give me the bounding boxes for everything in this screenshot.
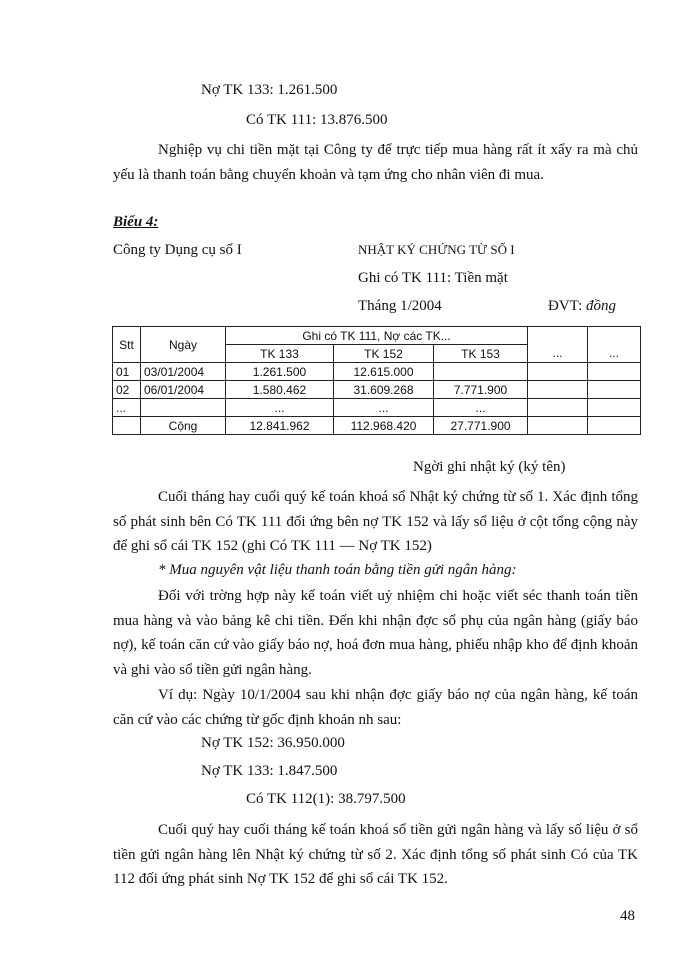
table-cell: 7.771.900 (434, 381, 528, 399)
table-cell: 01 (113, 363, 141, 381)
entry-co-tk112: Có TK 112(1): 38.797.500 (246, 791, 406, 807)
table-cell (528, 417, 588, 435)
table-cell (588, 417, 641, 435)
table-cell: 02 (113, 381, 141, 399)
dvt-value: đồng (586, 298, 616, 314)
table-row (113, 399, 641, 417)
table-cell: 112.968.420 (334, 417, 434, 435)
paragraph-bank: Đối với trờng hợp này kế toán viết uỷ nhiệm chi hoặc viết séc thanh toán tiền mua hàng và vào bảng kê chi tiền. Đến khi nhận đợc sổ phụ của ngân hàng (giấy báo nợ), kế toán căn cứ vào giấy báo nợ, hoá đơn mua hàng, phiếu nhập kho để định khoản và ghi vào sổ tiền gửi ngân hàng. (113, 588, 638, 678)
table-cell: 1.580.462 (226, 381, 334, 399)
page-number: 48 (620, 908, 635, 924)
header-ngay: Ngày (141, 327, 226, 363)
entry-co-tk111: Có TK 111: 13.876.500 (246, 112, 388, 128)
entry-no-tk133-b: Nợ TK 133: 1.847.500 (201, 763, 338, 779)
entry-no-tk152: Nợ TK 152: 36.950.000 (201, 735, 345, 751)
paragraph-month-end: Cuối tháng hay cuối quý kế toán khoá sổ Nhật ký chứng từ số 1. Xác định tổng số phát sinh bên Có TK 111 đối ứng bên nợ TK 152 và lấy số liệu ở cột tổng cộng này để ghi sổ cái TK 152 (ghi Có TK 111 — Nợ TK 152) (113, 489, 638, 554)
header-blank-2 (588, 327, 641, 345)
company-name: Công ty Dụng cụ số I (113, 242, 242, 258)
bieu-label: Biểu 4: (113, 214, 159, 230)
table-cell (588, 399, 641, 417)
table-cell (434, 363, 528, 381)
journal-month: Tháng 1/2004 (358, 298, 442, 314)
table-cell: ... (226, 399, 334, 417)
table-cell: 1.261.500 (226, 363, 334, 381)
paragraph-example: Ví dụ: Ngày 10/1/2004 sau khi nhận đợc giấy báo nợ của ngân hàng, kế toán căn cứ vào các chứng từ gốc định khoản nh sau: (113, 687, 638, 728)
table-header-row (113, 327, 641, 345)
table-cell: ... (434, 399, 528, 417)
dvt-unit (548, 296, 616, 316)
table-cell: Cộng (141, 417, 226, 435)
table-row (113, 381, 641, 399)
table-cell: 12.841.962 (226, 417, 334, 435)
subheader-cell: TK 133 (226, 345, 334, 363)
table-cell: 06/01/2004 (141, 381, 226, 399)
table-cell (113, 417, 141, 435)
subheader-cell: TK 153 (434, 345, 528, 363)
signer-line: Ngời ghi nhật ký (ký tên) (413, 459, 566, 475)
subheader-cell: ... (528, 345, 588, 363)
table-cell (588, 381, 641, 399)
table-cell: 12.615.000 (334, 363, 434, 381)
table-cell (528, 399, 588, 417)
table-cell: ... (334, 399, 434, 417)
subheader-cell: TK 152 (334, 345, 434, 363)
table-row (113, 363, 641, 381)
table-cell: 27.771.900 (434, 417, 528, 435)
table-cell: ... (113, 399, 141, 417)
table-cell (141, 399, 226, 417)
header-stt: Stt (113, 327, 141, 363)
subheader-cell: ... (588, 345, 641, 363)
table-total-row (113, 417, 641, 435)
header-blank-1 (528, 327, 588, 345)
table-cell: 03/01/2004 (141, 363, 226, 381)
header-group: Ghi có TK 111, Nợ các TK... (226, 327, 528, 345)
italic-heading: * Mua nguyên vật liệu thanh toán bằng tiền gửi ngân hàng: (158, 562, 517, 578)
paragraph-quarter-end: Cuối quý hay cuối tháng kế toán khoá sổ tiền gửi ngân hàng và lấy số liệu ở sổ tiền gửi ngân hàng lên Nhật ký chứng từ số 2. Xác định tổng số phát sinh Có của TK 112 đối ứng phát sinh Nợ TK 152 để ghi sổ cái TK 152. (113, 822, 638, 887)
paragraph-cash-note: Nghiệp vụ chi tiền mặt tại Công ty để trực tiếp mua hàng rất ít xẩy ra mà chủ yếu là thanh toán bằng chuyển khoản và tạm ứng cho nhân viên đi mua. (113, 142, 638, 183)
table-cell: 31.609.268 (334, 381, 434, 399)
entry-no-tk133: Nợ TK 133: 1.261.500 (201, 82, 338, 98)
dvt-label: ĐVT: (548, 298, 583, 314)
table-cell (588, 363, 641, 381)
table-cell (528, 363, 588, 381)
journal-table (112, 326, 641, 435)
table-cell (528, 381, 588, 399)
journal-title: NHẬT KÝ CHỨNG TỪ SỐ I (358, 242, 515, 257)
journal-subtitle: Ghi có TK 111: Tiền mặt (358, 270, 508, 286)
